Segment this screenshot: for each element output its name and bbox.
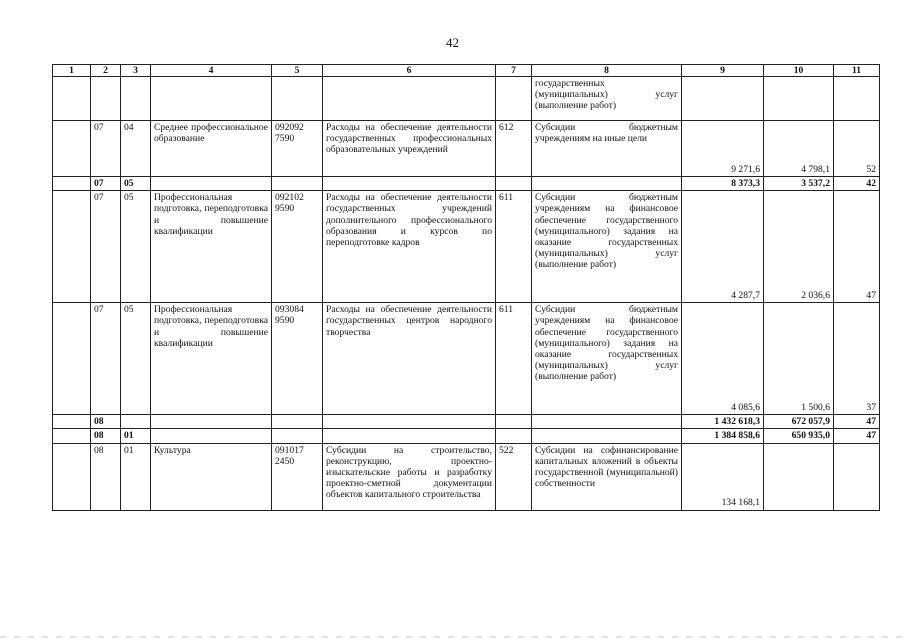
approved-amount: 4 085,6	[682, 303, 764, 415]
section-code: 07	[91, 121, 121, 177]
section-code	[91, 77, 121, 121]
row-marker-cell	[53, 429, 91, 443]
expense-type-code	[496, 77, 532, 121]
subsection-name: Профессиональная подготовка, переподготовка и повышение квалификации	[151, 191, 272, 303]
column-header: 6	[323, 65, 496, 77]
subsection-code: 01	[121, 429, 151, 443]
expense-description	[323, 77, 496, 121]
budget-table	[52, 64, 880, 511]
section-total-row	[53, 429, 880, 443]
expense-type-description: Субсидии бюджетным учреждениям на иные цели	[532, 121, 682, 177]
expense-type-code	[496, 415, 532, 429]
expense-description: Расходы на обеспечение деятельности государственных учреждений дополнительного профессионального образования и курсов по переподготовке кадров	[323, 191, 496, 303]
row-marker-cell	[53, 191, 91, 303]
approved-amount: 8 373,3	[682, 177, 764, 191]
executed-amount: 4 798,1	[764, 121, 834, 177]
column-header: 11	[834, 65, 880, 77]
target-article-code: 091017 2450	[272, 443, 323, 510]
table-row	[53, 191, 880, 303]
table-row	[53, 121, 880, 177]
row-marker-cell	[53, 443, 91, 510]
execution-percent: 47	[834, 191, 880, 303]
executed-amount: 1 500,6	[764, 303, 834, 415]
section-code: 07	[91, 191, 121, 303]
execution-percent	[834, 77, 880, 121]
column-header: 10	[764, 65, 834, 77]
row-marker-cell	[53, 303, 91, 415]
subsection-name	[151, 77, 272, 121]
row-marker-cell	[53, 415, 91, 429]
section-code: 07	[91, 177, 121, 191]
approved-amount: 1 432 618,3	[682, 415, 764, 429]
target-article-code	[272, 177, 323, 191]
expense-type-code: 522	[496, 443, 532, 510]
expense-description: Субсидии на строительство, реконструкцию, проектно-изыскательские работы и разработку проектно-сметной документации объектов капитального строительства	[323, 443, 496, 510]
expense-type-code	[496, 177, 532, 191]
execution-percent: 47	[834, 415, 880, 429]
subsection-name	[151, 177, 272, 191]
column-header: 8	[532, 65, 682, 77]
executed-amount: 672 057,9	[764, 415, 834, 429]
row-marker-cell	[53, 121, 91, 177]
executed-amount	[764, 77, 834, 121]
executed-amount: 650 935,0	[764, 429, 834, 443]
expense-type-code	[496, 429, 532, 443]
expense-description: Расходы на обеспечение деятельности государственных профессиональных образовательных учреждений	[323, 121, 496, 177]
execution-percent: 37	[834, 303, 880, 415]
table-row	[53, 303, 880, 415]
expense-description	[323, 429, 496, 443]
target-article-code	[272, 429, 323, 443]
executed-amount: 2 036,6	[764, 191, 834, 303]
approved-amount: 1 384 858,6	[682, 429, 764, 443]
expense-type-description: государственных (муниципальных) услуг (выполнение работ)	[532, 77, 682, 121]
table-row	[53, 77, 880, 121]
column-header: 1	[53, 65, 91, 77]
expense-type-description: Субсидии на софинансирование капитальных вложений в объекты государственной (муниципальной) собственности	[532, 443, 682, 510]
section-code: 08	[91, 415, 121, 429]
column-header: 5	[272, 65, 323, 77]
column-header: 9	[682, 65, 764, 77]
row-marker-cell	[53, 177, 91, 191]
column-header: 7	[496, 65, 532, 77]
page-number: 42	[446, 35, 459, 50]
subsection-code: 05	[121, 177, 151, 191]
subsection-code: 05	[121, 191, 151, 303]
execution-percent: 42	[834, 177, 880, 191]
subsection-code: 04	[121, 121, 151, 177]
target-article-code: 092102 9590	[272, 191, 323, 303]
section-code: 08	[91, 429, 121, 443]
section-total-row	[53, 415, 880, 429]
subsection-name	[151, 429, 272, 443]
expense-type-description: Субсидии бюджетным учреждениям на финансовое обеспечение государственного (муниципального) задания на оказание государственных (муниципальных) услуг (выполнение работ)	[532, 303, 682, 415]
execution-percent	[834, 443, 880, 510]
approved-amount: 134 168,1	[682, 443, 764, 510]
subsection-name	[151, 415, 272, 429]
scan-artifact-line	[0, 636, 905, 638]
expense-type-code: 612	[496, 121, 532, 177]
section-total-row	[53, 177, 880, 191]
table-body	[53, 65, 880, 511]
target-article-code	[272, 77, 323, 121]
column-header: 4	[151, 65, 272, 77]
executed-amount	[764, 443, 834, 510]
column-header: 2	[91, 65, 121, 77]
subsection-name: Культура	[151, 443, 272, 510]
expense-type-description	[532, 415, 682, 429]
target-article-code	[272, 415, 323, 429]
subsection-code	[121, 415, 151, 429]
approved-amount	[682, 77, 764, 121]
row-marker-cell	[53, 77, 91, 121]
expense-type-description: Субсидии бюджетным учреждениям на финансовое обеспечение государственного (муниципального) задания на оказание государственных (муниципальных) услуг (выполнение работ)	[532, 191, 682, 303]
column-header: 3	[121, 65, 151, 77]
target-article-code: 092092 7590	[272, 121, 323, 177]
expense-description	[323, 177, 496, 191]
target-article-code: 093084 9590	[272, 303, 323, 415]
execution-percent: 52	[834, 121, 880, 177]
expense-type-code: 611	[496, 191, 532, 303]
table-row	[53, 443, 880, 510]
subsection-code: 05	[121, 303, 151, 415]
expense-description	[323, 415, 496, 429]
expense-type-code: 611	[496, 303, 532, 415]
expense-type-description	[532, 429, 682, 443]
execution-percent: 47	[834, 429, 880, 443]
expense-description: Расходы на обеспечение деятельности государственных центров народного творчества	[323, 303, 496, 415]
section-code: 07	[91, 303, 121, 415]
section-code: 08	[91, 443, 121, 510]
executed-amount: 3 537,2	[764, 177, 834, 191]
expense-type-description	[532, 177, 682, 191]
approved-amount: 4 287,7	[682, 191, 764, 303]
subsection-name: Среднее профессиональное образование	[151, 121, 272, 177]
subsection-code: 01	[121, 443, 151, 510]
subsection-code	[121, 77, 151, 121]
table-header-row	[53, 65, 880, 77]
subsection-name: Профессиональная подготовка, переподготовка и повышение квалификации	[151, 303, 272, 415]
approved-amount: 9 271,6	[682, 121, 764, 177]
